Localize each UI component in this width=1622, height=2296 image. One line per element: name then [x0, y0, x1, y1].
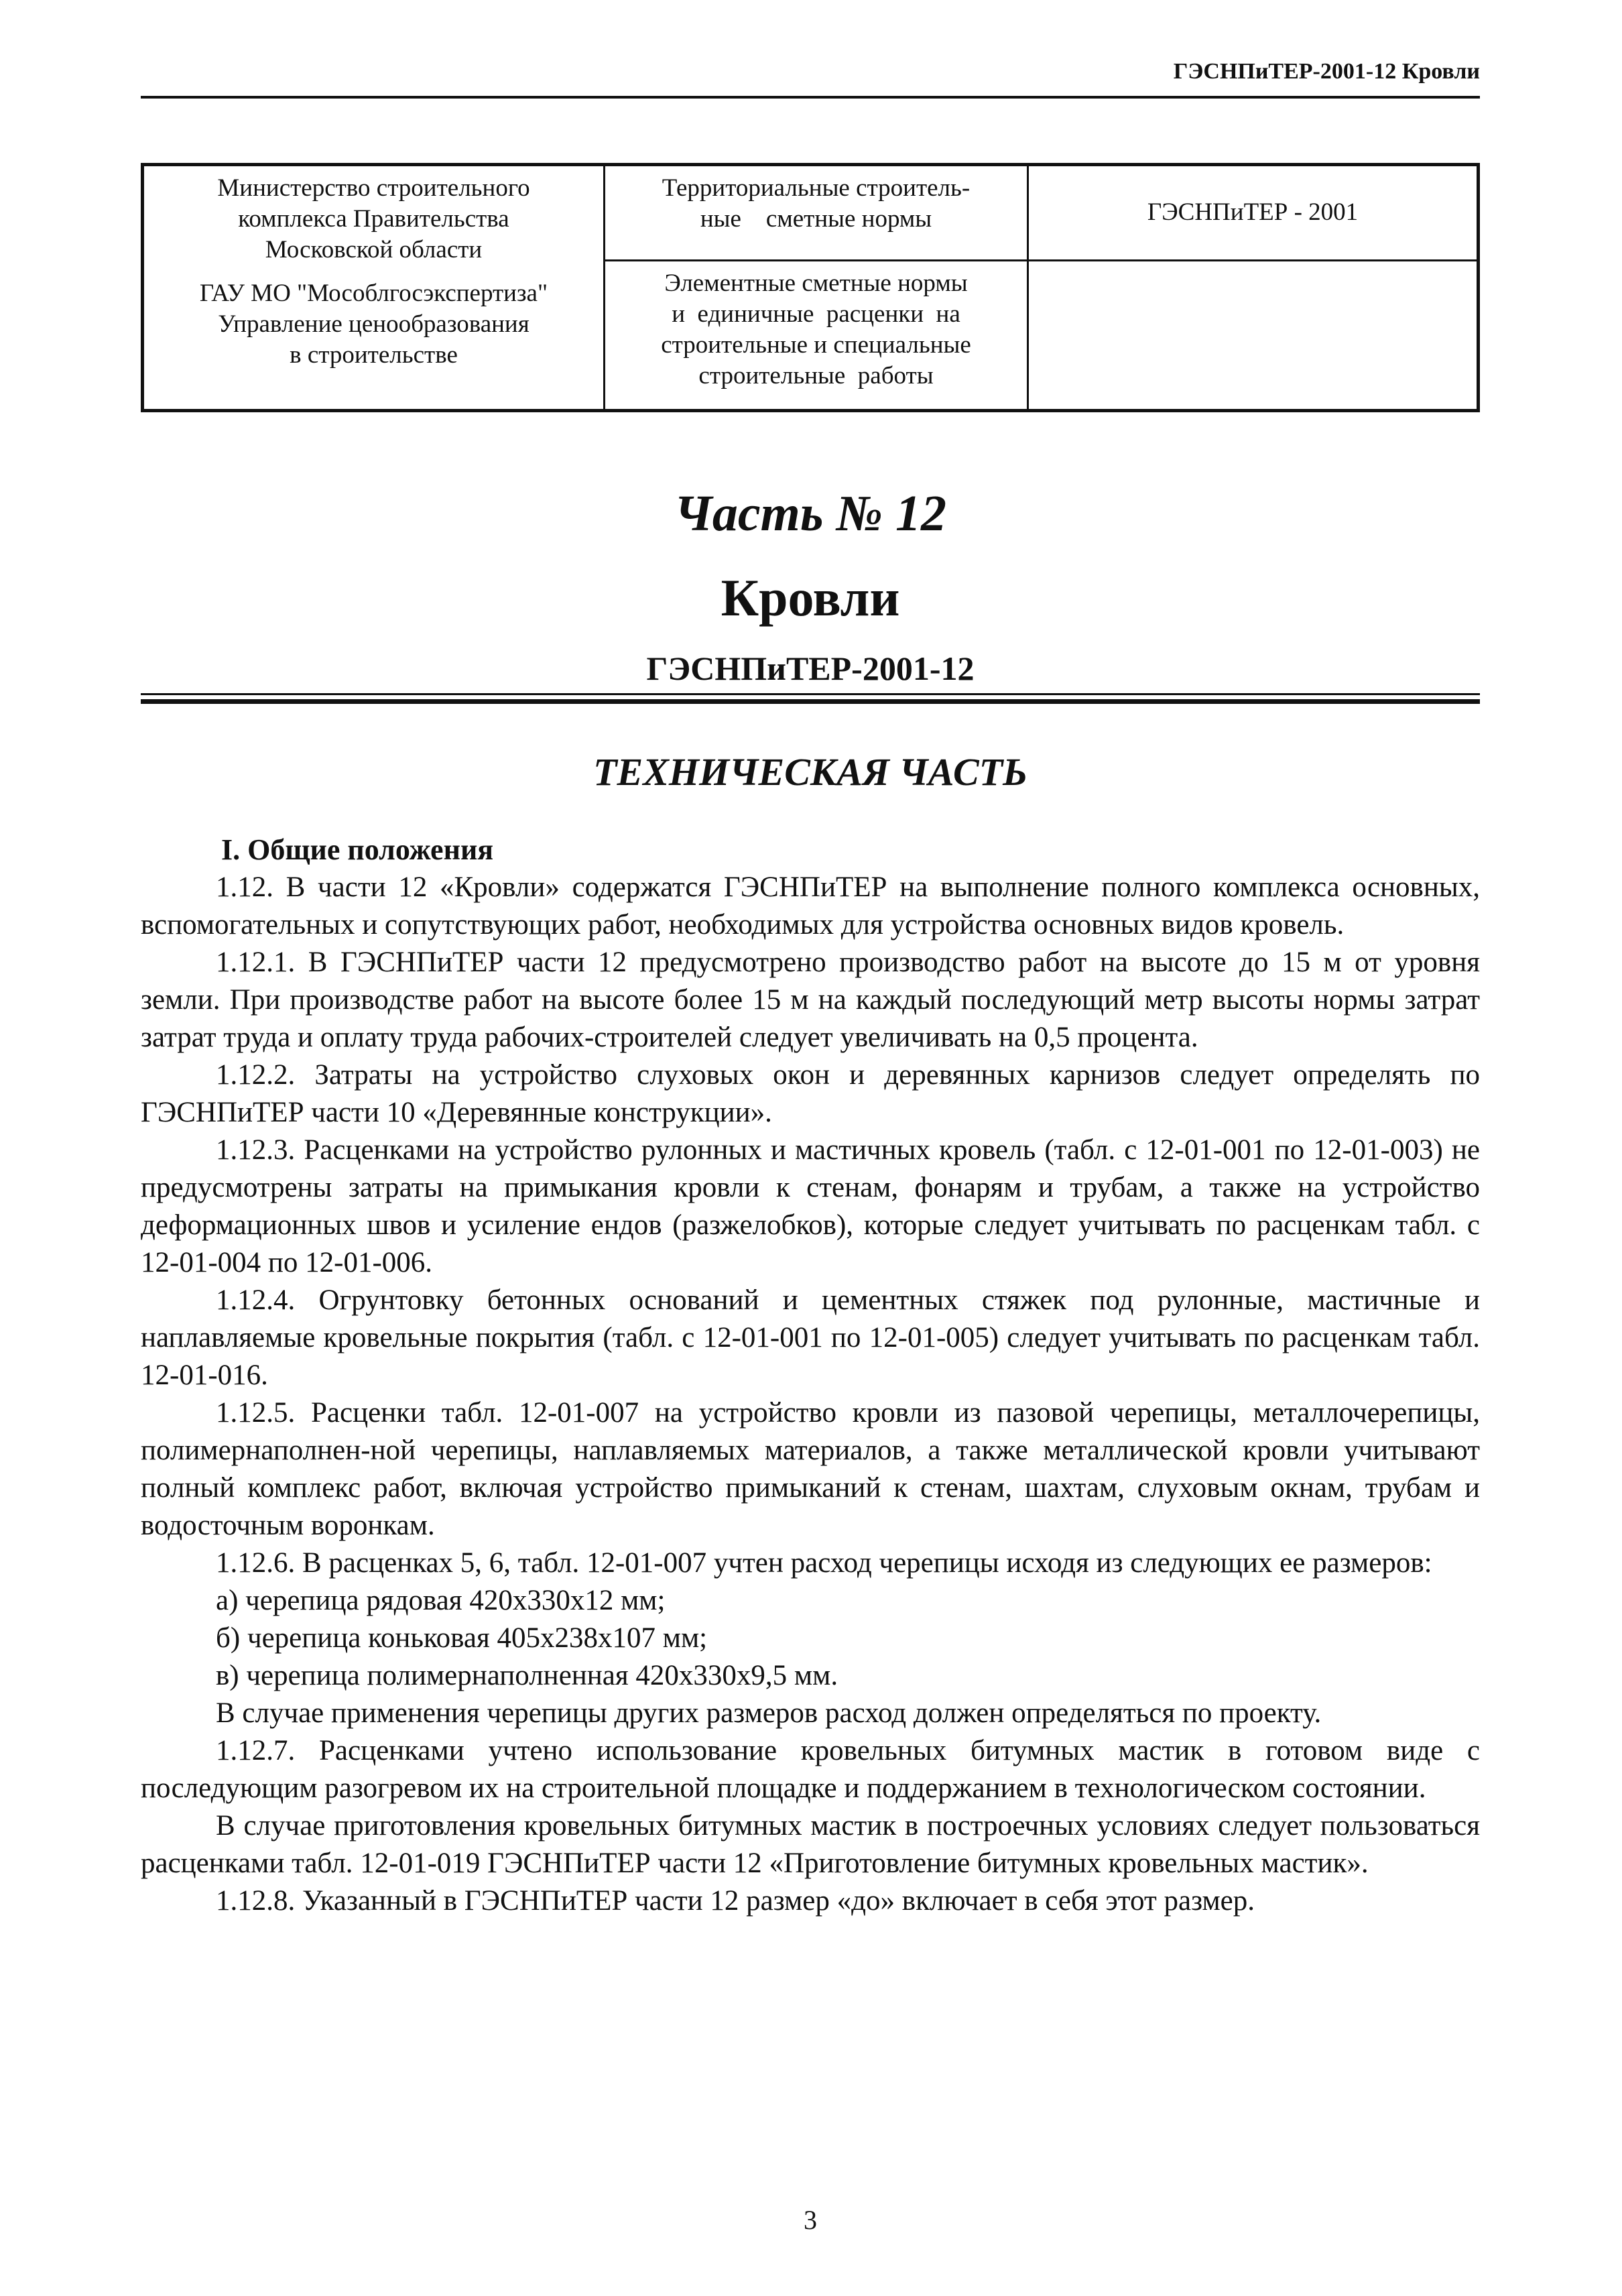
tech-part-heading: ТЕХНИЧЕСКАЯ ЧАСТЬ — [593, 750, 1027, 794]
ministry-line: Министерство строительного — [217, 174, 530, 202]
agency-line: ГАУ МО "Мособлгосэкспертиза" — [199, 280, 548, 307]
part-title: Часть № 12 — [674, 485, 946, 542]
page-number: 3 — [804, 2205, 817, 2235]
general-heading: I. Общие положения — [221, 833, 494, 866]
norms-desc-line: Элементные сметные нормы — [664, 269, 968, 297]
section-title: Кровли — [721, 568, 900, 627]
norms-desc-line: строительные работы — [698, 362, 934, 389]
norms-code: ГЭСНПиТЕР - 2001 — [1147, 198, 1359, 226]
paragraph-1-12-3: 1.12.3. Расценками на устройство рулонных и мастичных кровель (табл. с 12-01-001 по 12-01-003) не предусмотрены затраты на примыкания кровли к стенам, фонарям и трубам, а также на устройство деформационных швов и усиление ендов (разжелобков), которые следует учитывать по расценкам табл. с 12-01-004 по 12-01-006. — [141, 1134, 1480, 1278]
org-cell-empty — [1029, 261, 1477, 409]
org-table — [141, 163, 1480, 412]
norms-desc-line: строительные и специальные — [661, 331, 971, 359]
paragraph-1-12-7: 1.12.7. Расценками учтено использование кровельных битумных мастик в готовом виде с последующим разогревом их на строительной площадке и поддержанием в технологическом состоянии. — [141, 1735, 1480, 1804]
body-text — [141, 831, 1480, 1920]
running-header: ГЭСНПиТЕР-2001-12 Кровли — [1173, 59, 1480, 84]
org-cell-norms-desc — [605, 261, 1029, 409]
agency-line: Управление ценообразования — [218, 310, 529, 338]
paragraph-1-12-5: 1.12.5. Расценки табл. 12-01-007 на устройство кровли из пазовой черепицы, металлочерепицы, полимернаполнен-ной черепицы, наплавляемых материалов, а также металлической кровли учитывают полный комплекс работ, включая устройство примыканий к стенам, шахтам, слуховым окнам, трубам и водосточным воронкам. — [141, 1397, 1480, 1541]
agency-line: в строительстве — [290, 341, 458, 369]
paragraph-1-12-2: 1.12.2. Затраты на устройство слуховых окон и деревянных карнизов следует определять по ГЭСНПиТЕР части 10 «Деревянные конструкции». — [141, 1059, 1480, 1128]
paragraph-other-sizes: В случае применения черепицы других размеров расход должен определяться по проекту. — [216, 1697, 1322, 1729]
paragraph-1-12-6: 1.12.6. В расценках 5, 6, табл. 12-01-007 учтен расход черепицы исходя из следующих ее размеров: — [216, 1547, 1432, 1579]
norms-desc-line: и единичные расценки на — [672, 300, 960, 328]
header-rule — [141, 96, 1480, 99]
title-rule-thick — [141, 699, 1480, 704]
code-title: ГЭСНПиТЕР-2001-12 — [646, 650, 975, 687]
list-item-a: а) черепица рядовая 420х330х12 мм; — [216, 1585, 666, 1616]
norms-type-line: Территориальные строитель- — [662, 174, 971, 202]
list-item-b: б) черепица коньковая 405х238х107 мм; — [216, 1622, 708, 1654]
ministry-line: комплекса Правительства — [238, 205, 509, 233]
paragraph-mastic-preparation: В случае приготовления кровельных битумных мастик в построечных условиях следует пользоваться расценками табл. 12-01-019 ГЭСНПиТЕР части 12 «Приготовление битумных кровельных мастик». — [141, 1810, 1480, 1879]
paragraph-1-12: 1.12. В части 12 «Кровли» содержатся ГЭСНПиТЕР на выполнение полного комплекса основных, вспомогательных и сопутствующих работ, необходимых для устройства основных видов кровель. — [141, 871, 1480, 941]
norms-type-line: ные сметные нормы — [700, 205, 932, 233]
paragraph-1-12-8: 1.12.8. Указанный в ГЭСНПиТЕР части 12 размер «до» включает в себя этот размер. — [216, 1885, 1255, 1917]
org-cell-norms-type — [605, 166, 1029, 261]
ministry-line: Московской области — [265, 236, 483, 263]
org-cell-code — [1029, 166, 1477, 261]
paragraph-1-12-4: 1.12.4. Огрунтовку бетонных оснований и цементных стяжек под рулонные, мастичные и наплавляемые кровельные покрытия (табл. с 12-01-001 по 12-01-005) следует учитывать по расценкам табл. 12-01-016. — [141, 1284, 1480, 1391]
paragraph-1-12-1: 1.12.1. В ГЭСНПиТЕР части 12 предусмотрено производство работ на высоте до 15 м от уровня земли. При производстве работ на высоте более 15 м на каждый последующий метр высоты нормы затрат затрат труда и оплату труда рабочих-строителей следует увеличивать на 0,5 процента. — [141, 947, 1480, 1053]
list-item-c: в) черепица полимернаполненная 420х330х9,5 мм. — [216, 1660, 838, 1691]
org-cell-ministry — [144, 166, 605, 409]
title-rule-thin — [141, 693, 1480, 695]
